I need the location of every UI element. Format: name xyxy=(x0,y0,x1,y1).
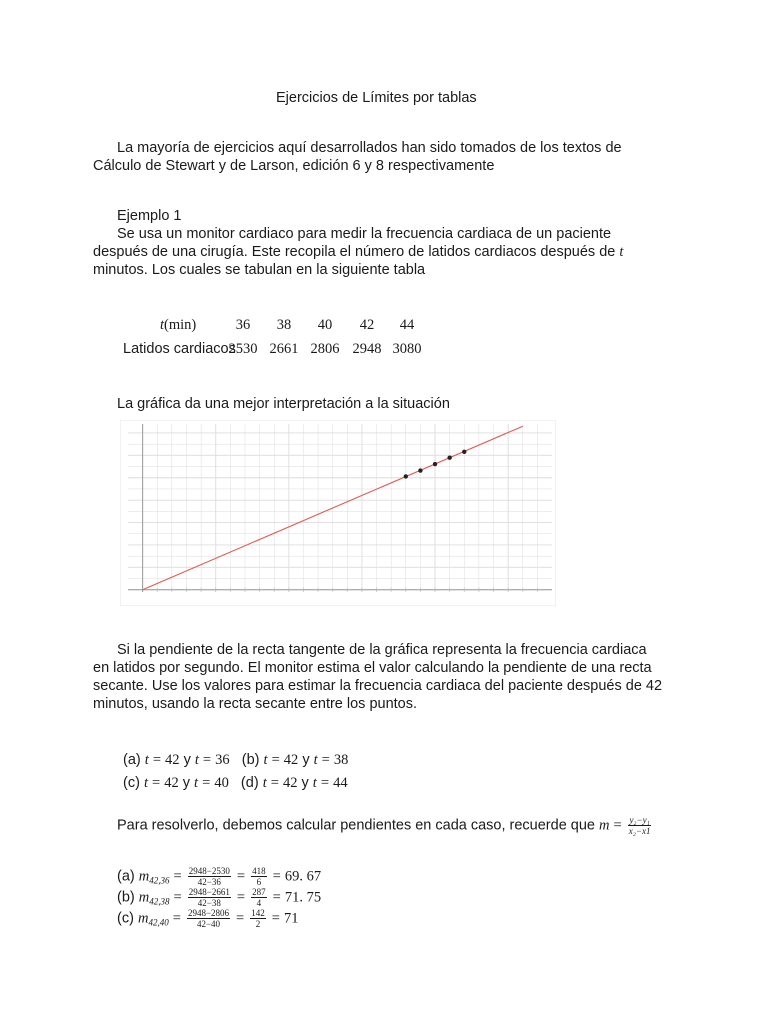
chart-svg xyxy=(120,420,556,606)
solution-subscript: 42,40 xyxy=(148,917,169,928)
example-line-2-text: después de una cirugía. Este recopila el número de latidos cardiacos después de xyxy=(93,244,616,260)
option-b-t1: 42 xyxy=(283,752,299,768)
formula-line xyxy=(117,815,653,836)
fraction-denominator: 42−40 xyxy=(196,919,221,929)
fraction-numerator: 2948−2806 xyxy=(187,908,230,918)
t-var: t xyxy=(144,752,149,768)
fraction-denominator: 6 xyxy=(256,877,262,887)
solution-fraction-2 xyxy=(251,866,267,887)
t-var: t xyxy=(263,752,268,768)
fraction-denominator: 42−38 xyxy=(197,898,221,908)
equals-sign: = xyxy=(152,752,162,768)
conjunction: y xyxy=(182,775,191,791)
intro-line-1: La mayoría de ejercicios aquí desarrollados han sido tomados de los textos de xyxy=(117,140,622,156)
option-a-t1: 42 xyxy=(165,752,180,768)
t-var: t xyxy=(262,775,267,791)
equals-sign: = xyxy=(202,752,212,768)
table-t-cell: 40 xyxy=(317,317,333,333)
solution-line xyxy=(117,866,321,887)
option-d-t1: 42 xyxy=(282,775,298,791)
t-var: t xyxy=(312,775,317,791)
t-var: t xyxy=(194,752,199,768)
fraction-denominator: 42−36 xyxy=(197,877,221,887)
fraction-numerator: 287 xyxy=(252,887,266,897)
table-t-cell: 42 xyxy=(359,317,375,333)
option-c-t1: 42 xyxy=(164,775,179,791)
conjunction: y xyxy=(183,752,191,768)
option-c-t2: 40 xyxy=(214,775,229,791)
fraction-numerator: 142 xyxy=(251,908,265,918)
solution-subscript: 42,38 xyxy=(149,896,170,907)
solution-m: m xyxy=(138,889,150,906)
table-row-label: Latidos cardiacos xyxy=(123,341,236,357)
equals-sign: = xyxy=(271,910,280,927)
chart-background xyxy=(120,420,556,606)
table-beats-cell: 2661 xyxy=(269,341,299,357)
equals-sign: = xyxy=(321,752,330,768)
equals-sign: = xyxy=(173,868,182,885)
table-t-cell: 38 xyxy=(276,317,292,333)
equals-sign: = xyxy=(270,775,279,791)
solution-result: 71. 75 xyxy=(284,889,322,906)
solution-result: 71 xyxy=(284,910,299,927)
fraction-numerator: 2948−2530 xyxy=(188,866,230,876)
data-point xyxy=(447,455,451,459)
table-beats-cell: 3080 xyxy=(392,341,422,357)
table-beats-cell: 2948 xyxy=(352,341,382,357)
data-point xyxy=(418,468,422,472)
table-t-var: t xyxy=(160,317,165,333)
formula-text: Para resolverlo, debemos calcular pendientes en cada caso, recuerde que xyxy=(117,817,595,834)
options-row-1 xyxy=(123,752,348,769)
table-t-header xyxy=(160,317,196,334)
table-t-unit: (min) xyxy=(164,317,197,333)
data-point xyxy=(404,474,408,478)
page-title: Ejercicios de Límites por tablas xyxy=(276,90,477,106)
fraction-numerator: 418 xyxy=(252,866,266,876)
heart-rate-chart xyxy=(120,420,556,606)
problem-line-2: en latidos por segundo. El monitor estima el valor calculando la pendiente de una recta xyxy=(93,660,652,676)
conjunction: y xyxy=(302,752,310,768)
solution-line xyxy=(117,908,299,929)
option-a-t2: 36 xyxy=(215,752,230,768)
solution-label: (b) xyxy=(117,889,135,906)
slope-fraction xyxy=(628,815,652,836)
problem-line-1: Si la pendiente de la recta tangente de la gráfica representa la frecuencia cardiaca xyxy=(117,642,647,658)
equals-sign: = xyxy=(202,775,211,791)
option-b-t2: 38 xyxy=(333,752,349,768)
equals-sign: = xyxy=(152,775,161,791)
solution-line xyxy=(117,887,321,908)
solution-m: m xyxy=(138,868,150,885)
solution-fraction-1 xyxy=(188,866,231,887)
option-d-label: (d) xyxy=(240,775,259,791)
option-b-label: (b) xyxy=(241,752,260,768)
solution-fraction-2 xyxy=(251,887,267,908)
table-beats-cell: 2530 xyxy=(228,341,258,357)
options-row-2 xyxy=(123,775,348,792)
formula-eq: = xyxy=(613,817,622,834)
solution-fraction-1 xyxy=(188,887,231,908)
data-point xyxy=(462,450,466,454)
data-point xyxy=(433,462,437,466)
solution-result: 69. 67 xyxy=(284,868,322,885)
solution-label: (c) xyxy=(117,910,134,927)
example-heading: Ejemplo 1 xyxy=(117,208,182,224)
problem-line-4: minutos, usando la recta secante entre los puntos. xyxy=(93,696,418,712)
solution-fraction-2 xyxy=(250,908,266,929)
equals-sign: = xyxy=(272,889,281,906)
solution-m: m xyxy=(137,910,149,927)
example-line-1: Se usa un monitor cardiaco para medir la frecuencia cardiaca de un paciente xyxy=(117,226,612,242)
fraction-numerator: 2948−2661 xyxy=(188,887,230,897)
equals-sign: = xyxy=(320,775,330,791)
table-beats-cell: 2806 xyxy=(310,341,340,357)
problem-line-3: secante. Use los valores para estimar la frecuencia cardiaca del paciente después de 42 xyxy=(93,678,663,694)
equals-sign: = xyxy=(236,910,245,927)
solution-label: (a) xyxy=(117,868,135,885)
fraction-denominator: 4 xyxy=(256,898,262,908)
t-var: t xyxy=(194,775,199,791)
example-line-2 xyxy=(93,244,623,261)
solution-fraction-1 xyxy=(187,908,230,929)
solution-subscript: 42,36 xyxy=(149,875,170,886)
equals-sign: = xyxy=(271,752,280,768)
slope-numerator: y₂−y₁ xyxy=(629,815,650,825)
fraction-denominator: 2 xyxy=(255,919,261,929)
conjunction: y xyxy=(301,775,309,791)
table-t-cell: 44 xyxy=(399,317,415,333)
equals-sign: = xyxy=(236,889,246,906)
example-t-var: t xyxy=(619,244,624,260)
table-t-cell: 36 xyxy=(235,317,251,333)
equals-sign: = xyxy=(272,868,281,885)
intro-line-2: Cálculo de Stewart y de Larson, edición 6 y 8 respectivamente xyxy=(93,158,495,174)
option-c-label: (c) xyxy=(123,775,140,791)
option-a-label: (a) xyxy=(123,752,141,768)
example-line-3: minutos. Los cuales se tabulan en la siguiente tabla xyxy=(93,262,426,278)
graph-caption: La gráfica da una mejor interpretación a la situación xyxy=(117,396,450,412)
equals-sign: = xyxy=(173,889,182,906)
t-var: t xyxy=(313,752,318,768)
formula-m: m xyxy=(599,817,610,834)
t-var: t xyxy=(143,775,148,791)
option-d-t2: 44 xyxy=(333,775,348,791)
equals-sign: = xyxy=(172,910,181,927)
slope-denominator: x₂−x1 xyxy=(628,826,651,836)
equals-sign: = xyxy=(236,868,246,885)
